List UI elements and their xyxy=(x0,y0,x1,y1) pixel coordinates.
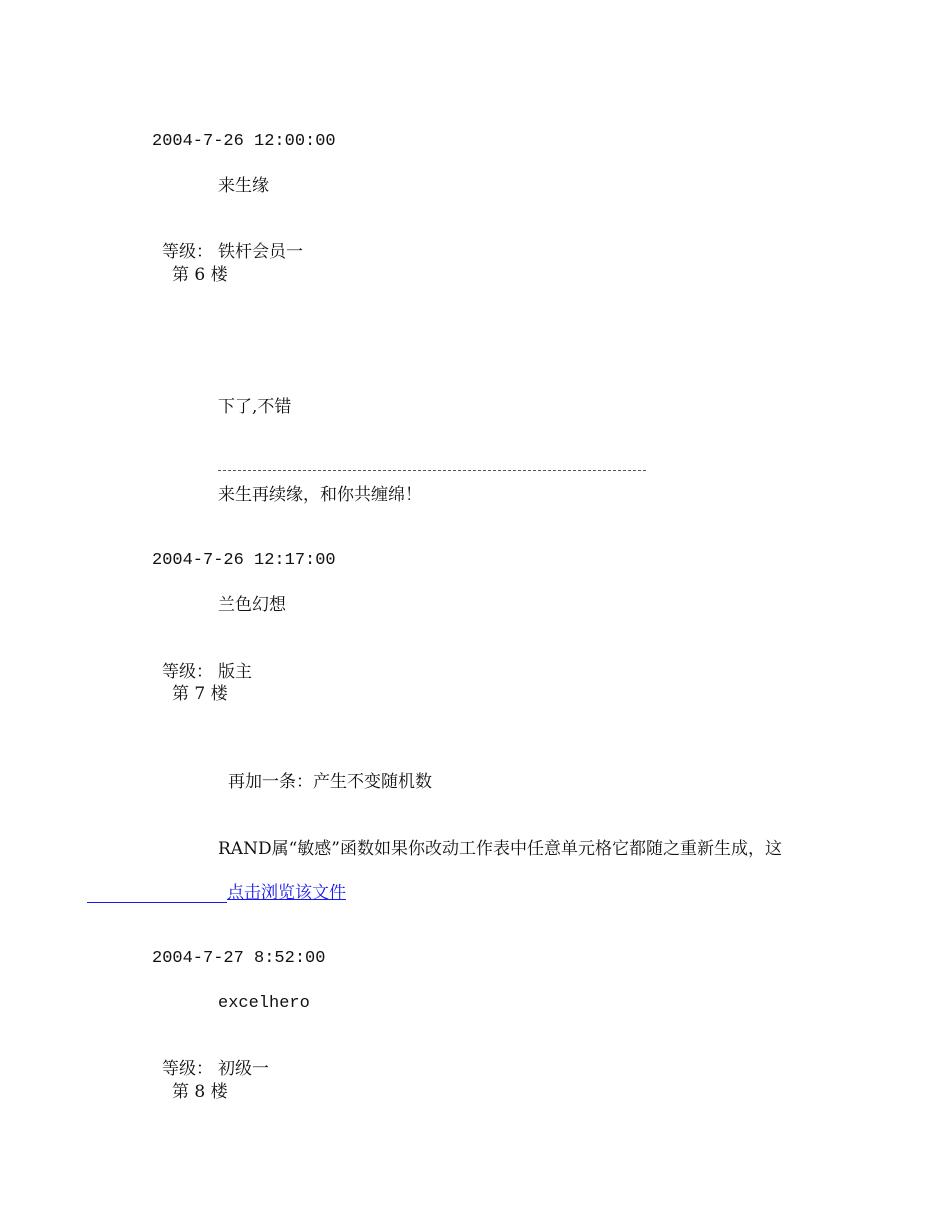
post-floor: 第 8 楼 xyxy=(172,1082,228,1102)
post-level: 铁杆会员一 xyxy=(218,242,303,262)
post-timestamp: 2004-7-26 12:17:00 xyxy=(152,551,336,570)
post-level-label: 等级： xyxy=(162,662,213,682)
post-author[interactable]: excelhero xyxy=(218,994,310,1013)
post-author[interactable]: 兰色幻想 xyxy=(218,595,286,615)
post-body: 下了,不错 xyxy=(218,397,292,417)
post-heading: 再加一条：产生不变随机数 xyxy=(228,772,432,792)
signature-separator xyxy=(218,470,646,471)
view-file-link[interactable]: 点击浏览该文件 xyxy=(227,883,346,903)
link-underline-leader xyxy=(87,902,227,903)
post-floor: 第 7 楼 xyxy=(172,684,228,704)
post-floor: 第 6 楼 xyxy=(172,265,228,285)
post-level-label: 等级： xyxy=(162,1059,213,1079)
post-timestamp: 2004-7-27 8:52:00 xyxy=(152,949,326,968)
post-timestamp: 2004-7-26 12:00:00 xyxy=(152,132,336,151)
post-level: 版主 xyxy=(218,662,252,682)
post-body: RAND属“敏感”函数如果你改动工作表中任意单元格它都随之重新生成，这 xyxy=(218,839,782,859)
post-signature: 来生再续缘，和你共缠绵！ xyxy=(218,485,422,505)
post-author[interactable]: 来生缘 xyxy=(218,176,269,196)
post-level-label: 等级： xyxy=(162,242,213,262)
post-level: 初级一 xyxy=(218,1059,269,1079)
